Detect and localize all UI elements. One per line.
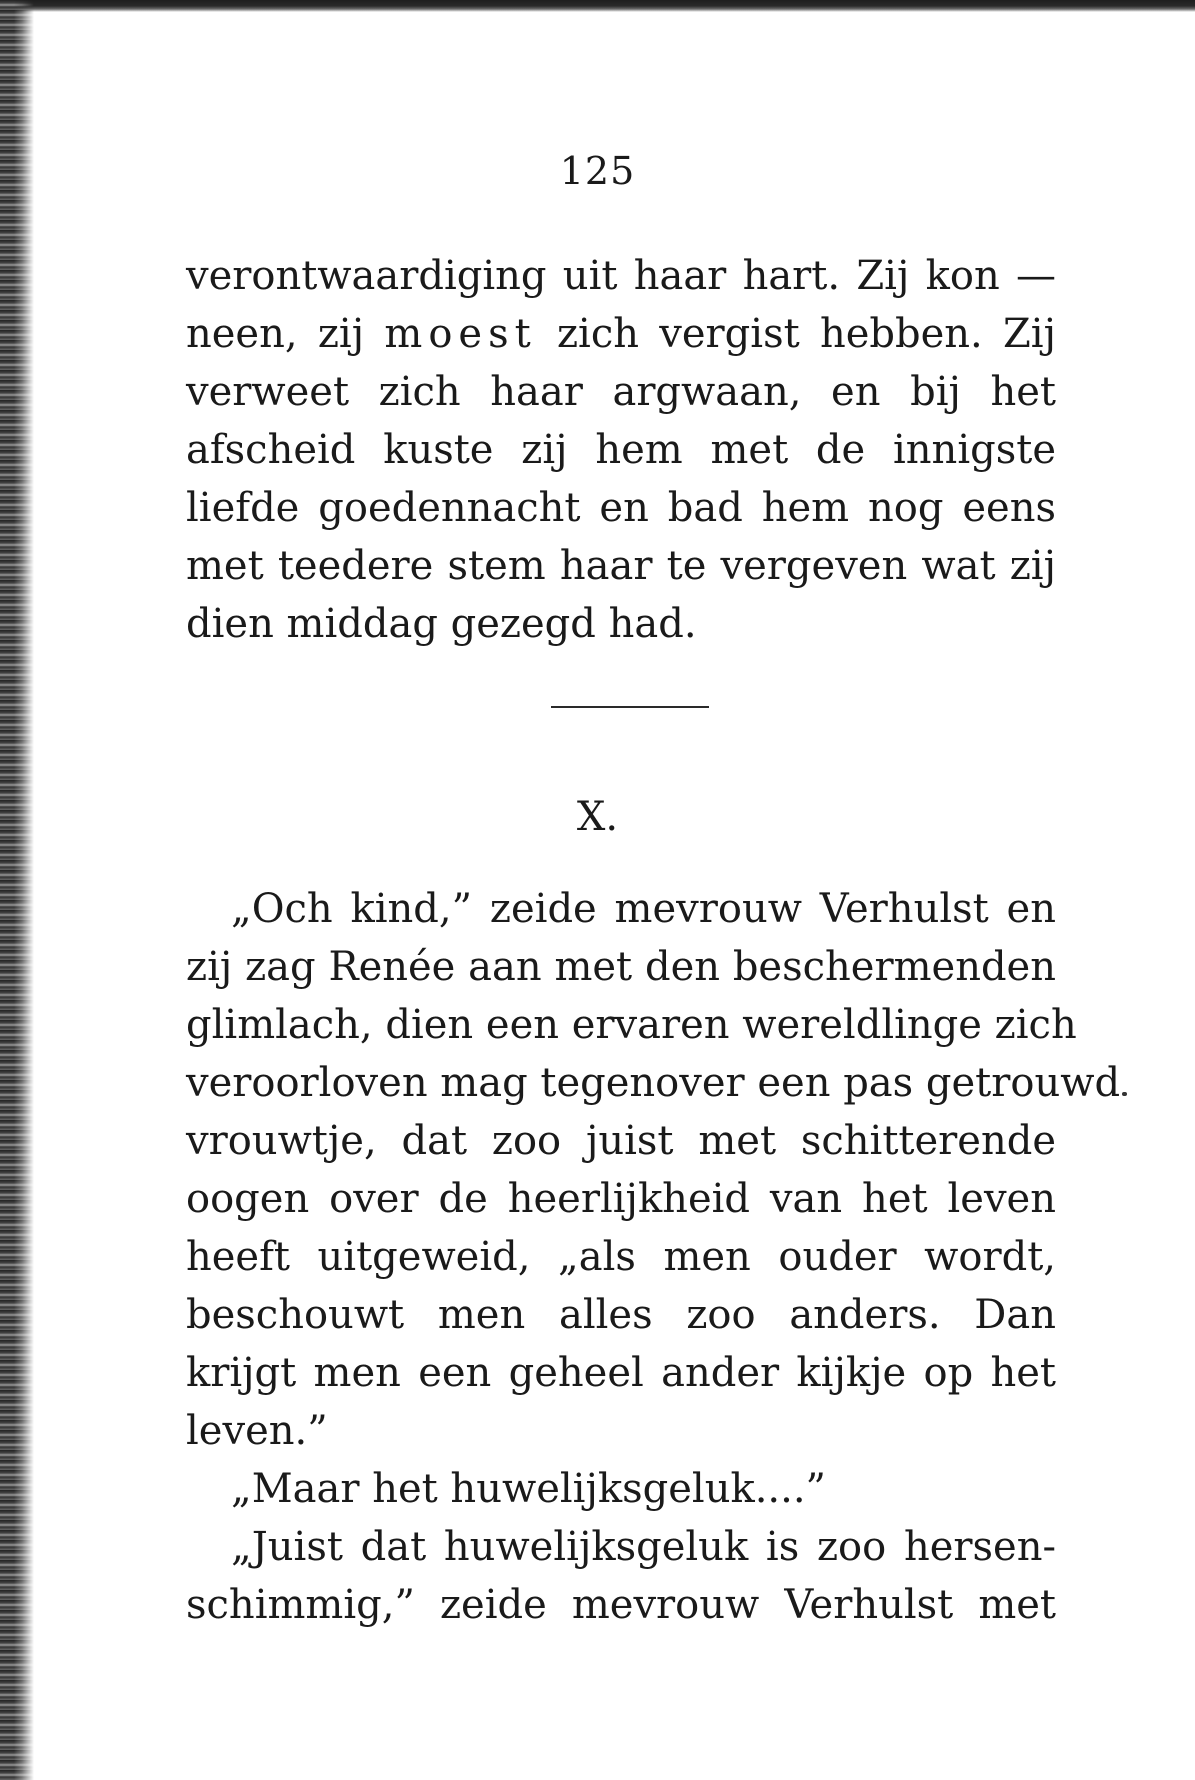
text-line: beschouwt men alles zoo anders. Dan <box>186 1292 1056 1338</box>
text-line: glimlach, dien een ervaren wereldlinge zich <box>186 1002 1077 1048</box>
text-line: „Juist dat huwelijksgeluk is zoo hersen- <box>231 1524 1056 1570</box>
text-line: veroorloven mag tegenover een pas getrouwd <box>186 1060 1121 1106</box>
text-line: liefde goedennacht en bad hem nog eens <box>186 485 1056 531</box>
text-line: verontwaardiging uit haar hart. Zij kon — <box>186 253 1056 299</box>
paragraph-4 <box>186 1518 1056 1634</box>
text-line: afscheid kuste zij hem met de innigste <box>186 427 1056 473</box>
scan-top-edge <box>0 0 1195 12</box>
paragraph-3 <box>186 1460 1056 1518</box>
text-fragment: neen, zij <box>186 311 365 357</box>
paragraph-1 <box>186 247 1056 653</box>
text-line: vrouwtje, dat zoo juist met schitterende <box>186 1118 1056 1164</box>
text-line: krijgt men een geheel ander kijkje op het <box>186 1350 1056 1396</box>
text-line: met teedere stem haar te vergeven wat zij <box>186 543 1056 589</box>
chapter-number: X. <box>576 794 619 840</box>
text-line: oogen over de heerlijkheid van het leven <box>186 1176 1056 1222</box>
page-number: 125 <box>559 149 636 193</box>
text-line: zij zag Renée aan met den beschermenden <box>186 944 1056 990</box>
scan-left-edge <box>0 0 34 1780</box>
emphasized-word: moest <box>384 311 537 357</box>
text-line: „Maar het huwelijksgeluk....” <box>231 1466 826 1512</box>
text-line: heeft uitgeweid, „als men ouder wordt, <box>186 1234 1056 1280</box>
text-line: leven.” <box>186 1408 328 1454</box>
paragraph-2 <box>186 880 1121 1460</box>
text-line: schimmig,” zeide mevrouw Verhulst met <box>186 1582 1056 1628</box>
text-fragment: zich vergist hebben. Zij <box>556 311 1056 357</box>
section-divider <box>551 706 709 708</box>
text-line: verweet zich haar argwaan, en bij het <box>186 369 1056 415</box>
text-line <box>186 305 1056 363</box>
ink-speck <box>1122 1092 1127 1096</box>
text-line: „Och kind,” zeide mevrouw Verhulst en <box>231 886 1056 932</box>
text-line: dien middag gezegd had. <box>186 601 697 647</box>
